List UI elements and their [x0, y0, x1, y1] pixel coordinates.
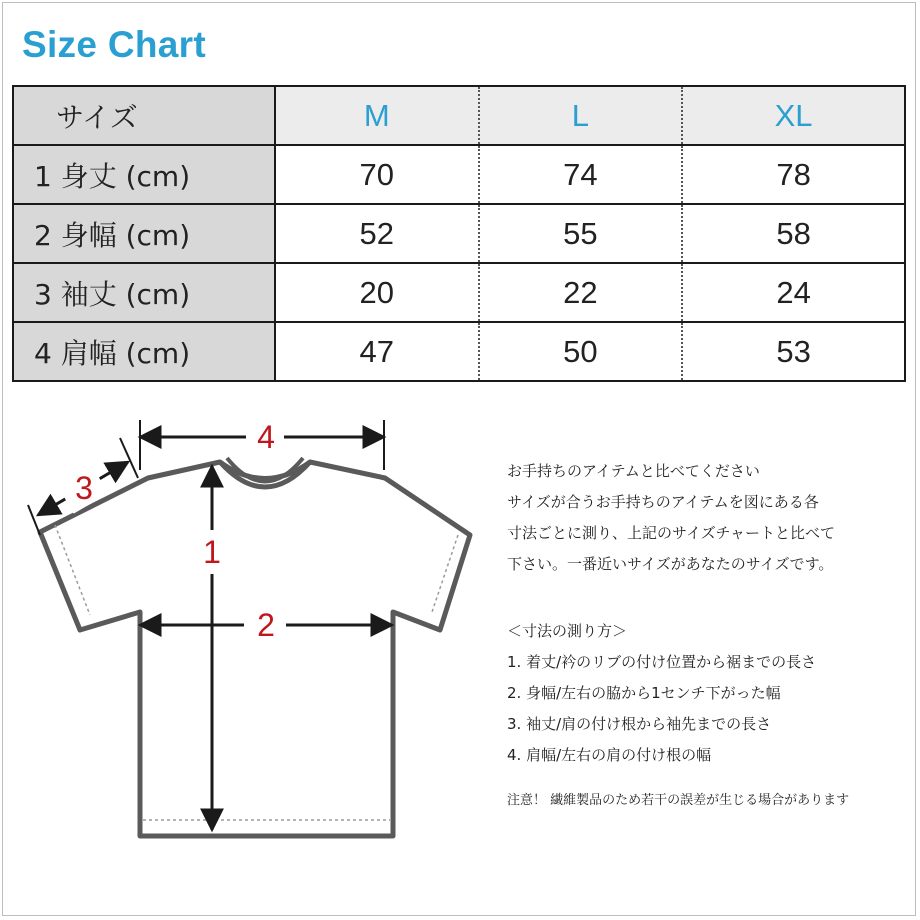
table-cell: 53 [682, 322, 905, 381]
row-label-sleeve-length: 3 袖丈 (cm) [13, 263, 275, 322]
table-cell: 22 [479, 263, 683, 322]
table-cell: 58 [682, 204, 905, 263]
methods-title: ＜寸法の測り方＞ [507, 622, 628, 640]
marker-2: 2 [257, 607, 275, 643]
row-label-shoulder-width: 4 肩幅 (cm) [13, 322, 275, 381]
table-cell: 24 [682, 263, 905, 322]
method-item: 1. 着丈/衿のリブの付け位置から裾までの長さ [507, 653, 817, 671]
table-cell: 70 [275, 145, 479, 204]
table-cell: 78 [682, 145, 905, 204]
table-cell: 47 [275, 322, 479, 381]
table-cell: 52 [275, 204, 479, 263]
table-cell: 55 [479, 204, 683, 263]
table-cell: 20 [275, 263, 479, 322]
size-header-row [13, 86, 905, 145]
marker-4: 4 [257, 419, 275, 455]
size-l-header: L [479, 86, 683, 145]
notes-section [507, 456, 907, 816]
page-title: Size Chart [22, 24, 206, 65]
table-row [13, 204, 905, 263]
size-xl-header: XL [682, 86, 905, 145]
notes-body-line: 下さい。一番近いサイズがあなたのサイズです。 [507, 555, 834, 573]
table-row [13, 322, 905, 381]
notes-body-line: 寸法ごとに測り、上記のサイズチャートと比べて [507, 524, 836, 542]
method-item: 3. 袖丈/肩の付け根から袖先までの長さ [507, 715, 772, 733]
table-row [13, 145, 905, 204]
tshirt-outline [40, 458, 470, 836]
table-row [13, 263, 905, 322]
tshirt-diagram [0, 405, 500, 855]
marker-3: 3 [75, 470, 93, 506]
notes-body-line: サイズが合うお手持ちのアイテムを図にある各 [507, 493, 819, 511]
table-cell: 50 [479, 322, 683, 381]
method-item: 2. 身幅/左右の脇から1センチ下がった幅 [507, 684, 781, 702]
notes-lead: お手持ちのアイテムと比べてください [507, 462, 760, 480]
row-label-body-length: 1 身丈 (cm) [13, 145, 275, 204]
size-header-label: サイズ [13, 86, 275, 145]
size-table [12, 85, 906, 382]
warning-note: 注意！ 繊維製品のため若干の誤差が生じる場合があります [507, 793, 850, 808]
row-label-body-width: 2 身幅 (cm) [13, 204, 275, 263]
method-item: 4. 肩幅/左右の肩の付け根の幅 [507, 746, 712, 764]
size-m-header: M [275, 86, 479, 145]
table-cell: 74 [479, 145, 683, 204]
marker-1: 1 [203, 534, 221, 570]
